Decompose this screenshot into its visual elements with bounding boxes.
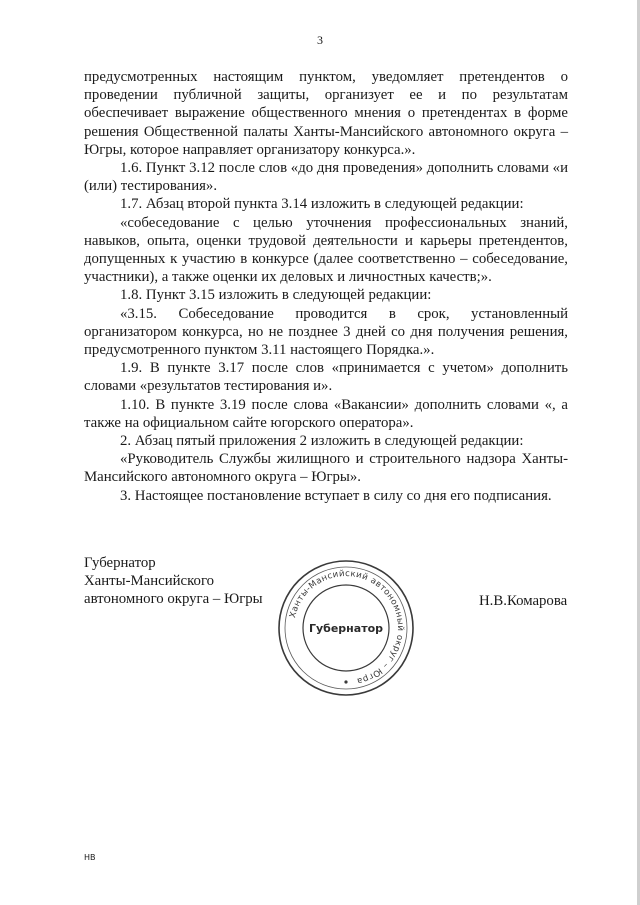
signatory-title-line: автономного округа – Югры bbox=[84, 591, 263, 608]
paragraph: 3. Настоящее постановление вступает в силу со дня его подписания. bbox=[120, 487, 552, 504]
paragraph: 1.10. В пункте 3.19 после слова «Вакансии» дополнить словами «, а также на официальном сайте югорского оператора». bbox=[84, 396, 568, 431]
signatory-title-line: Ханты-Мансийского bbox=[84, 573, 215, 590]
signatory-title bbox=[84, 554, 263, 609]
page-number: 3 bbox=[317, 33, 323, 47]
paragraph: 2. Абзац пятый приложения 2 изложить в следующей редакции: bbox=[120, 433, 524, 450]
paragraph: предусмотренных настоящим пунктом, уведомляет претендентов о проведении публичной защиты, организует ее и по результатам обеспечивает выражение общественного мнения о претендентах в форме решения Общественной палаты Ханты-Мансийского автономного округа – Югры, которое направляет организатору конкурса.». bbox=[84, 69, 568, 158]
document-body bbox=[84, 68, 568, 505]
seal-ring-text: Ханты-Мансийский автономный округ – Югра bbox=[288, 568, 406, 686]
paragraph: «3.15. Собеседование проводится в срок, установленный организатором конкурса, но не позднее 3 дней со дня получения решения, предусмотренного пунктом 3.11 настоящего Порядка.». bbox=[84, 305, 568, 359]
footer-code: НВ bbox=[84, 853, 96, 862]
paragraph: 1.9. В пункте 3.17 после слов «принимается с учетом» дополнить словами «результатов тестирования и». bbox=[84, 360, 568, 395]
paragraph: 1.7. Абзац второй пункта 3.14 изложить в следующей редакции: bbox=[120, 196, 524, 213]
paragraph: 1.6. Пункт 3.12 после слов «до дня проведения» дополнить словами «и (или) тестирования». bbox=[84, 160, 568, 195]
signatory-title-line: Губернатор bbox=[84, 555, 156, 571]
paragraph: «Руководитель Службы жилищного и строительного надзора Ханты-Мансийского автономного округа – Югры». bbox=[84, 451, 568, 486]
paragraph: «собеседование с целью уточнения профессиональных знаний, навыков, опыта, оценки трудовой деятельности и карьеры претендентов, допущенных к участию в конкурсе (далее соответственно – собеседование, участники), а также оценки их деловых и личностных качеств;». bbox=[84, 214, 568, 286]
paragraph: 1.8. Пункт 3.15 изложить в следующей редакции: bbox=[120, 287, 432, 304]
official-seal bbox=[276, 558, 416, 698]
seal-center-text: Губернатор bbox=[308, 622, 384, 635]
signer-name: Н.В.Комарова bbox=[479, 593, 568, 609]
